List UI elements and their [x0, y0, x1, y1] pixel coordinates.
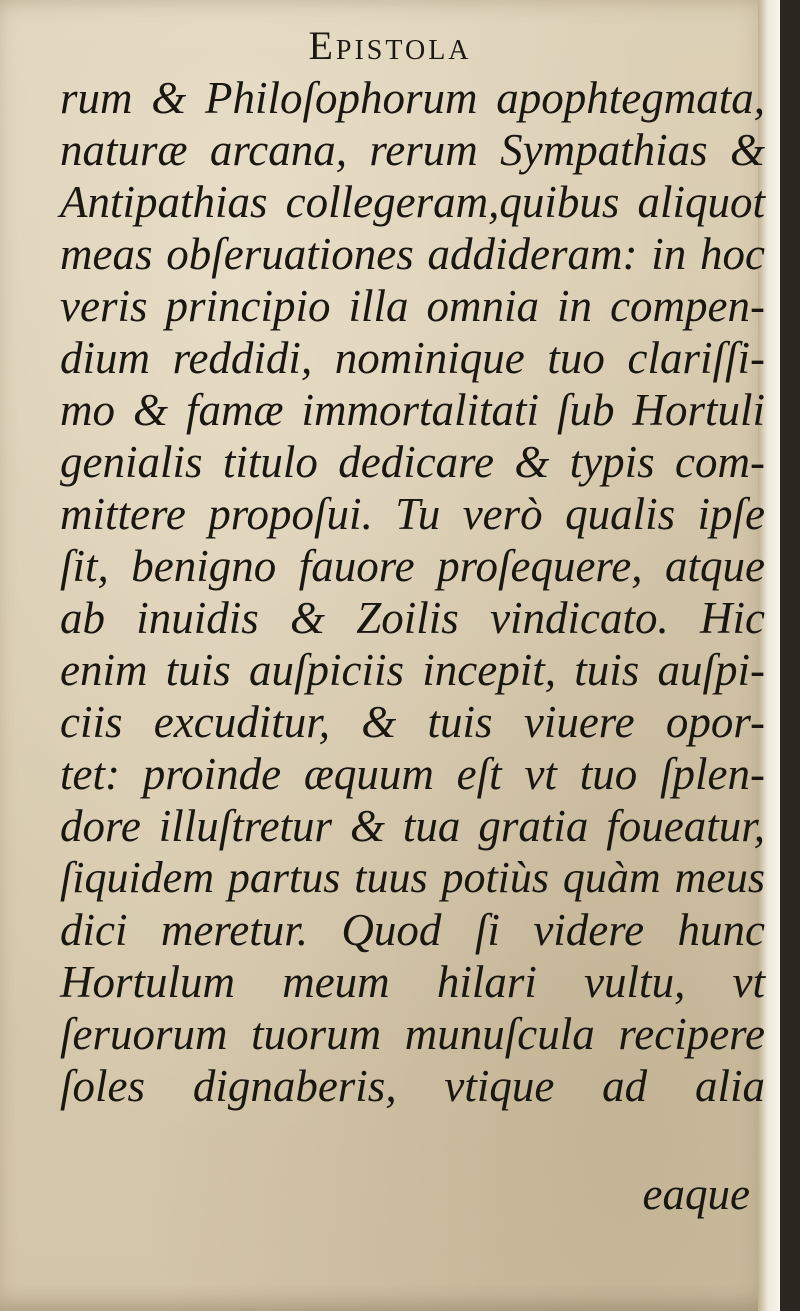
text-line: meas obſeruationes addideram: in hoc — [60, 229, 765, 279]
catchword: eaque — [642, 1169, 750, 1219]
text-line: ab inuidis & Zoilis vindicato. Hic — [60, 593, 765, 643]
text-line: Hortulum meum hilari vultu, vt — [60, 957, 765, 1007]
text-line: genialis titulo dedicare & typis com- — [60, 437, 765, 487]
text-line: tet: proinde æquum eſt vt tuo ſplen- — [60, 749, 765, 799]
text-line: dium reddidi, nominique tuo clariſſi- — [60, 333, 765, 383]
text-line: naturæ arcana, rerum Sympathias & — [60, 125, 765, 175]
text-line: enim tuis auſpiciis incepit, tuis auſpi- — [60, 645, 765, 695]
text-line: ſit, benigno fauore proſequere, atque — [60, 541, 765, 591]
text-line: ſoles dignaberis, vtique ad alia — [60, 1061, 765, 1111]
body-text — [60, 72, 765, 1112]
text-line: dici meretur. Quod ſi videre hunc — [60, 905, 765, 955]
text-line: ſiquidem partus tuus potiùs quàm meus — [60, 853, 765, 902]
text-line: Antipathias collegeram,quibus aliquot — [60, 177, 765, 227]
text-line: ciis excuditur, & tuis viuere opor- — [60, 697, 765, 747]
text-line: ſeruorum tuorum munuſcula recipere — [60, 1009, 765, 1059]
text-line: mittere propoſui. Tu verò qualis ipſe — [60, 489, 765, 539]
text-line: mo & famæ immortalitati ſub Hortuli — [60, 385, 765, 435]
text-line: veris principio illa omnia in compen- — [60, 281, 765, 331]
text-line: dore illuſtretur & tua gratia foueatur, — [60, 801, 765, 851]
text-line: rum & Philoſophorum apophtegmata, — [60, 73, 765, 123]
running-title: Epistola — [308, 23, 472, 68]
